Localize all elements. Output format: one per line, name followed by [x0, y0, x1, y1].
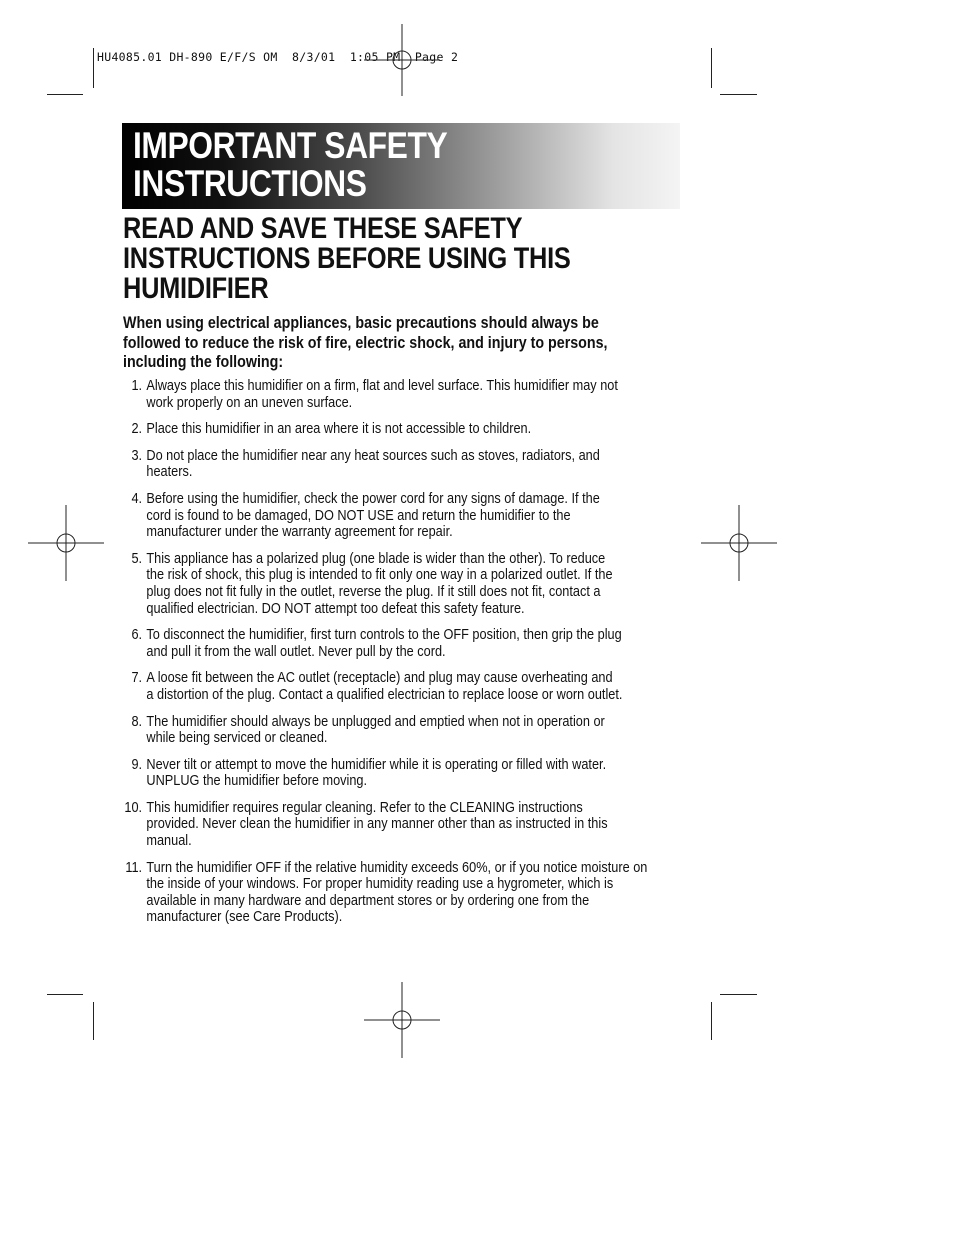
list-item [118, 448, 668, 481]
title-banner [122, 123, 680, 209]
crop-mark-bottom-left-horizontal [47, 994, 83, 995]
item-number: 11. [125, 859, 143, 876]
list-item [118, 670, 668, 703]
list-item [118, 551, 668, 617]
item-text: Turn the humidifier OFF if the relative humidity exceeds 60%, or if you notice moisture on the inside of your windows. For proper humidity reading use a hygrometer, which is available in many hardware and department stores or by ordering one from the manufacturer (see Care Products). [146, 859, 648, 926]
item-number: 7. [131, 670, 143, 687]
printer-slug: HU4085.01 DH-890 E/F/S OM 8/3/01 1:05 PM Page 2 [97, 50, 459, 64]
list-item [118, 757, 668, 790]
item-number: 2. [131, 421, 143, 438]
item-number: 6. [131, 627, 143, 644]
item-text: Never tilt or attempt to move the humidifier while it is operating or filled with water. UNPLUG the humidifier before moving. [146, 756, 607, 790]
crop-mark-top-left-horizontal [47, 94, 83, 95]
item-text: A loose fit between the AC outlet (receptacle) and plug may cause overheating and a distortion of the plug. Contact a qualified electrician to replace loose or worn outlet. [146, 670, 623, 703]
list-item [118, 491, 668, 541]
item-number: 3. [131, 447, 143, 464]
crop-mark-bottom-left-vertical [93, 1002, 94, 1040]
item-number: 5. [131, 550, 143, 567]
crop-mark-bottom-right-horizontal [720, 994, 757, 995]
crop-mark-top-left-vertical [93, 48, 94, 88]
item-text: To disconnect the humidifier, first turn controls to the OFF position, then grip the plug and pull it from the wall outlet. Never pull by the cord. [146, 627, 622, 660]
item-number: 1. [131, 378, 143, 394]
instruction-list [118, 378, 668, 926]
banner-title: IMPORTANT SAFETY INSTRUCTIONS [133, 125, 448, 204]
item-text: This appliance has a polarized plug (one blade is wider than the other). To reduce the risk of shock, this plug is intended to fit only one way in a polarized outlet. If the plug does not fit fully in the outlet, reverse the plug. If it still does not fit, contact a qualified electrician. DO NOT attempt too defeat this safety feature. [146, 550, 613, 617]
registration-mark-bottom-icon [364, 982, 440, 1058]
item-text: The humidifier should always be unplugged and emptied when not in operation or while being serviced or cleaned. [146, 713, 605, 747]
item-text: Place this humidifier in an area where it is not accessible to children. [146, 421, 532, 438]
item-number: 10. [124, 799, 143, 816]
registration-mark-left-icon [28, 505, 104, 581]
item-text: Always place this humidifier on a firm, flat and level surface. This humidifier may not work properly on an uneven surface. [146, 378, 618, 411]
item-text: Do not place the humidifier near any heat sources such as stoves, radiators, and heaters. [146, 447, 600, 481]
crop-mark-bottom-right-vertical [711, 1002, 712, 1040]
registration-mark-right-icon [701, 505, 777, 581]
crop-mark-top-right-vertical [711, 48, 712, 88]
list-item [118, 860, 668, 926]
item-text: This humidifier requires regular cleaning. Refer to the CLEANING instructions provided. Never clean the humidifier in any manner other than as instructed in this manual. [146, 799, 608, 850]
list-item [118, 378, 668, 411]
item-number: 9. [131, 756, 143, 773]
item-number: 8. [131, 713, 143, 730]
list-item [118, 800, 668, 850]
item-text: Before using the humidifier, check the power cord for any signs of damage. If the cord is found to be damaged, DO NOT USE and return the humidifier to the manufacturer under the warranty agreement for repair. [146, 490, 600, 541]
item-number: 4. [131, 490, 143, 507]
list-item [118, 421, 668, 438]
list-item [118, 627, 668, 660]
registration-mark-top-icon [364, 22, 440, 98]
list-item [118, 714, 668, 747]
section-subtitle: READ AND SAVE THESE SAFETY INSTRUCTIONS BEFORE USING THIS HUMIDIFIER [123, 212, 571, 305]
intro-paragraph: When using electrical appliances, basic precautions should always be followed to reduce the risk of fire, electric shock, and injury to persons, including the following: [123, 313, 608, 371]
crop-mark-top-right-horizontal [720, 94, 757, 95]
